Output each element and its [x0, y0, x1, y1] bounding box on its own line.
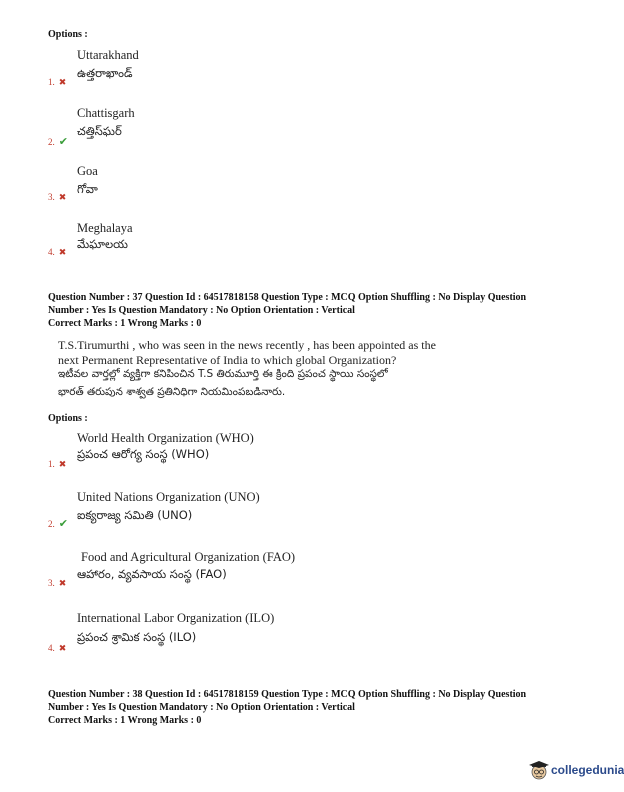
option-text-te: ఆహారం, వ్యవసాయ సంస్థ (FAO) [77, 567, 227, 581]
option-number: 3. ✖ [48, 192, 67, 202]
question-meta-line: Number : Yes Is Question Mandatory : No Option Orientation : Vertical [48, 305, 355, 316]
option-text-en: Meghalaya [77, 221, 133, 235]
question-meta-line: Question Number : 37 Question Id : 64517818158 Question Type : MCQ Option Shuffling : No Display Question [48, 292, 527, 303]
cross-icon: ✖ [58, 459, 67, 469]
collegedunia-logo [528, 758, 624, 786]
question-marks: Correct Marks : 1 Wrong Marks : 0 [48, 318, 202, 329]
check-icon: ✔ [58, 136, 68, 148]
option-text-te: ఐక్యరాజ్య సమితి (UNO) [77, 508, 193, 522]
option-text-en: United Nations Organization (UNO) [77, 490, 260, 504]
graduate-avatar-icon [528, 760, 550, 782]
option-text-te: ఉత్తరాఖాండ్ [77, 66, 133, 80]
option-number: 4. ✖ [48, 643, 67, 653]
question-marks: Correct Marks : 1 Wrong Marks : 0 [48, 715, 202, 726]
question-text-en: next Permanent Representative of India to which global Organization? [58, 353, 397, 367]
check-icon: ✔ [58, 518, 68, 530]
option-number: 2. ✔ [48, 518, 68, 530]
cross-icon: ✖ [58, 77, 67, 87]
option-number: 3. ✖ [48, 578, 67, 588]
option-text-en: World Health Organization (WHO) [77, 431, 254, 445]
cross-icon: ✖ [58, 578, 67, 588]
question-text-te: భారత్ తరుపున శాశ్వత ప్రతినిధిగా నియమింపబడినారు. [58, 386, 286, 398]
question-text-te: ఇటీవల వార్తల్లో వ్యక్తిగా కనిపించిన T.S తిరుమూర్తి ఈ క్రింది ప్రపంచ స్థాయి సంస్థలో [58, 368, 388, 380]
option-text-te: ప్రపంచ శ్రామిక సంస్థ (ILO) [77, 630, 197, 644]
option-text-en: Chattisgarh [77, 106, 135, 120]
question-meta-line: Number : Yes Is Question Mandatory : No Option Orientation : Vertical [48, 702, 355, 713]
options-heading: Options : [48, 29, 88, 40]
logo-name: collegedunia [551, 763, 624, 777]
option-text-en: Food and Agricultural Organization (FAO) [81, 550, 296, 564]
option-text-te: మేఘాలయ [77, 237, 128, 251]
option-number: 1. ✖ [48, 77, 67, 87]
option-number: 2. ✔ [48, 136, 68, 148]
cross-icon: ✖ [58, 192, 67, 202]
option-text-en: Uttarakhand [77, 48, 139, 62]
option-number: 4. ✖ [48, 247, 67, 257]
option-text-te: గోవా [77, 182, 98, 196]
options-heading: Options : [48, 413, 88, 424]
option-text-te: చత్తిస్‌ఘర్ [77, 124, 122, 138]
option-text-en: International Labor Organization (ILO) [77, 611, 275, 625]
option-text-en: Goa [77, 164, 98, 178]
question-text-en: T.S.Tirumurthi , who was seen in the news recently , has been appointed as the [58, 338, 436, 352]
cross-icon: ✖ [58, 247, 67, 257]
option-text-te: ప్రపంచ ఆరోగ్య సంస్థ (WHO) [77, 447, 210, 461]
cross-icon: ✖ [58, 643, 67, 653]
option-number: 1. ✖ [48, 459, 67, 469]
question-meta-line: Question Number : 38 Question Id : 64517818159 Question Type : MCQ Option Shuffling : No Display Question [48, 689, 527, 700]
